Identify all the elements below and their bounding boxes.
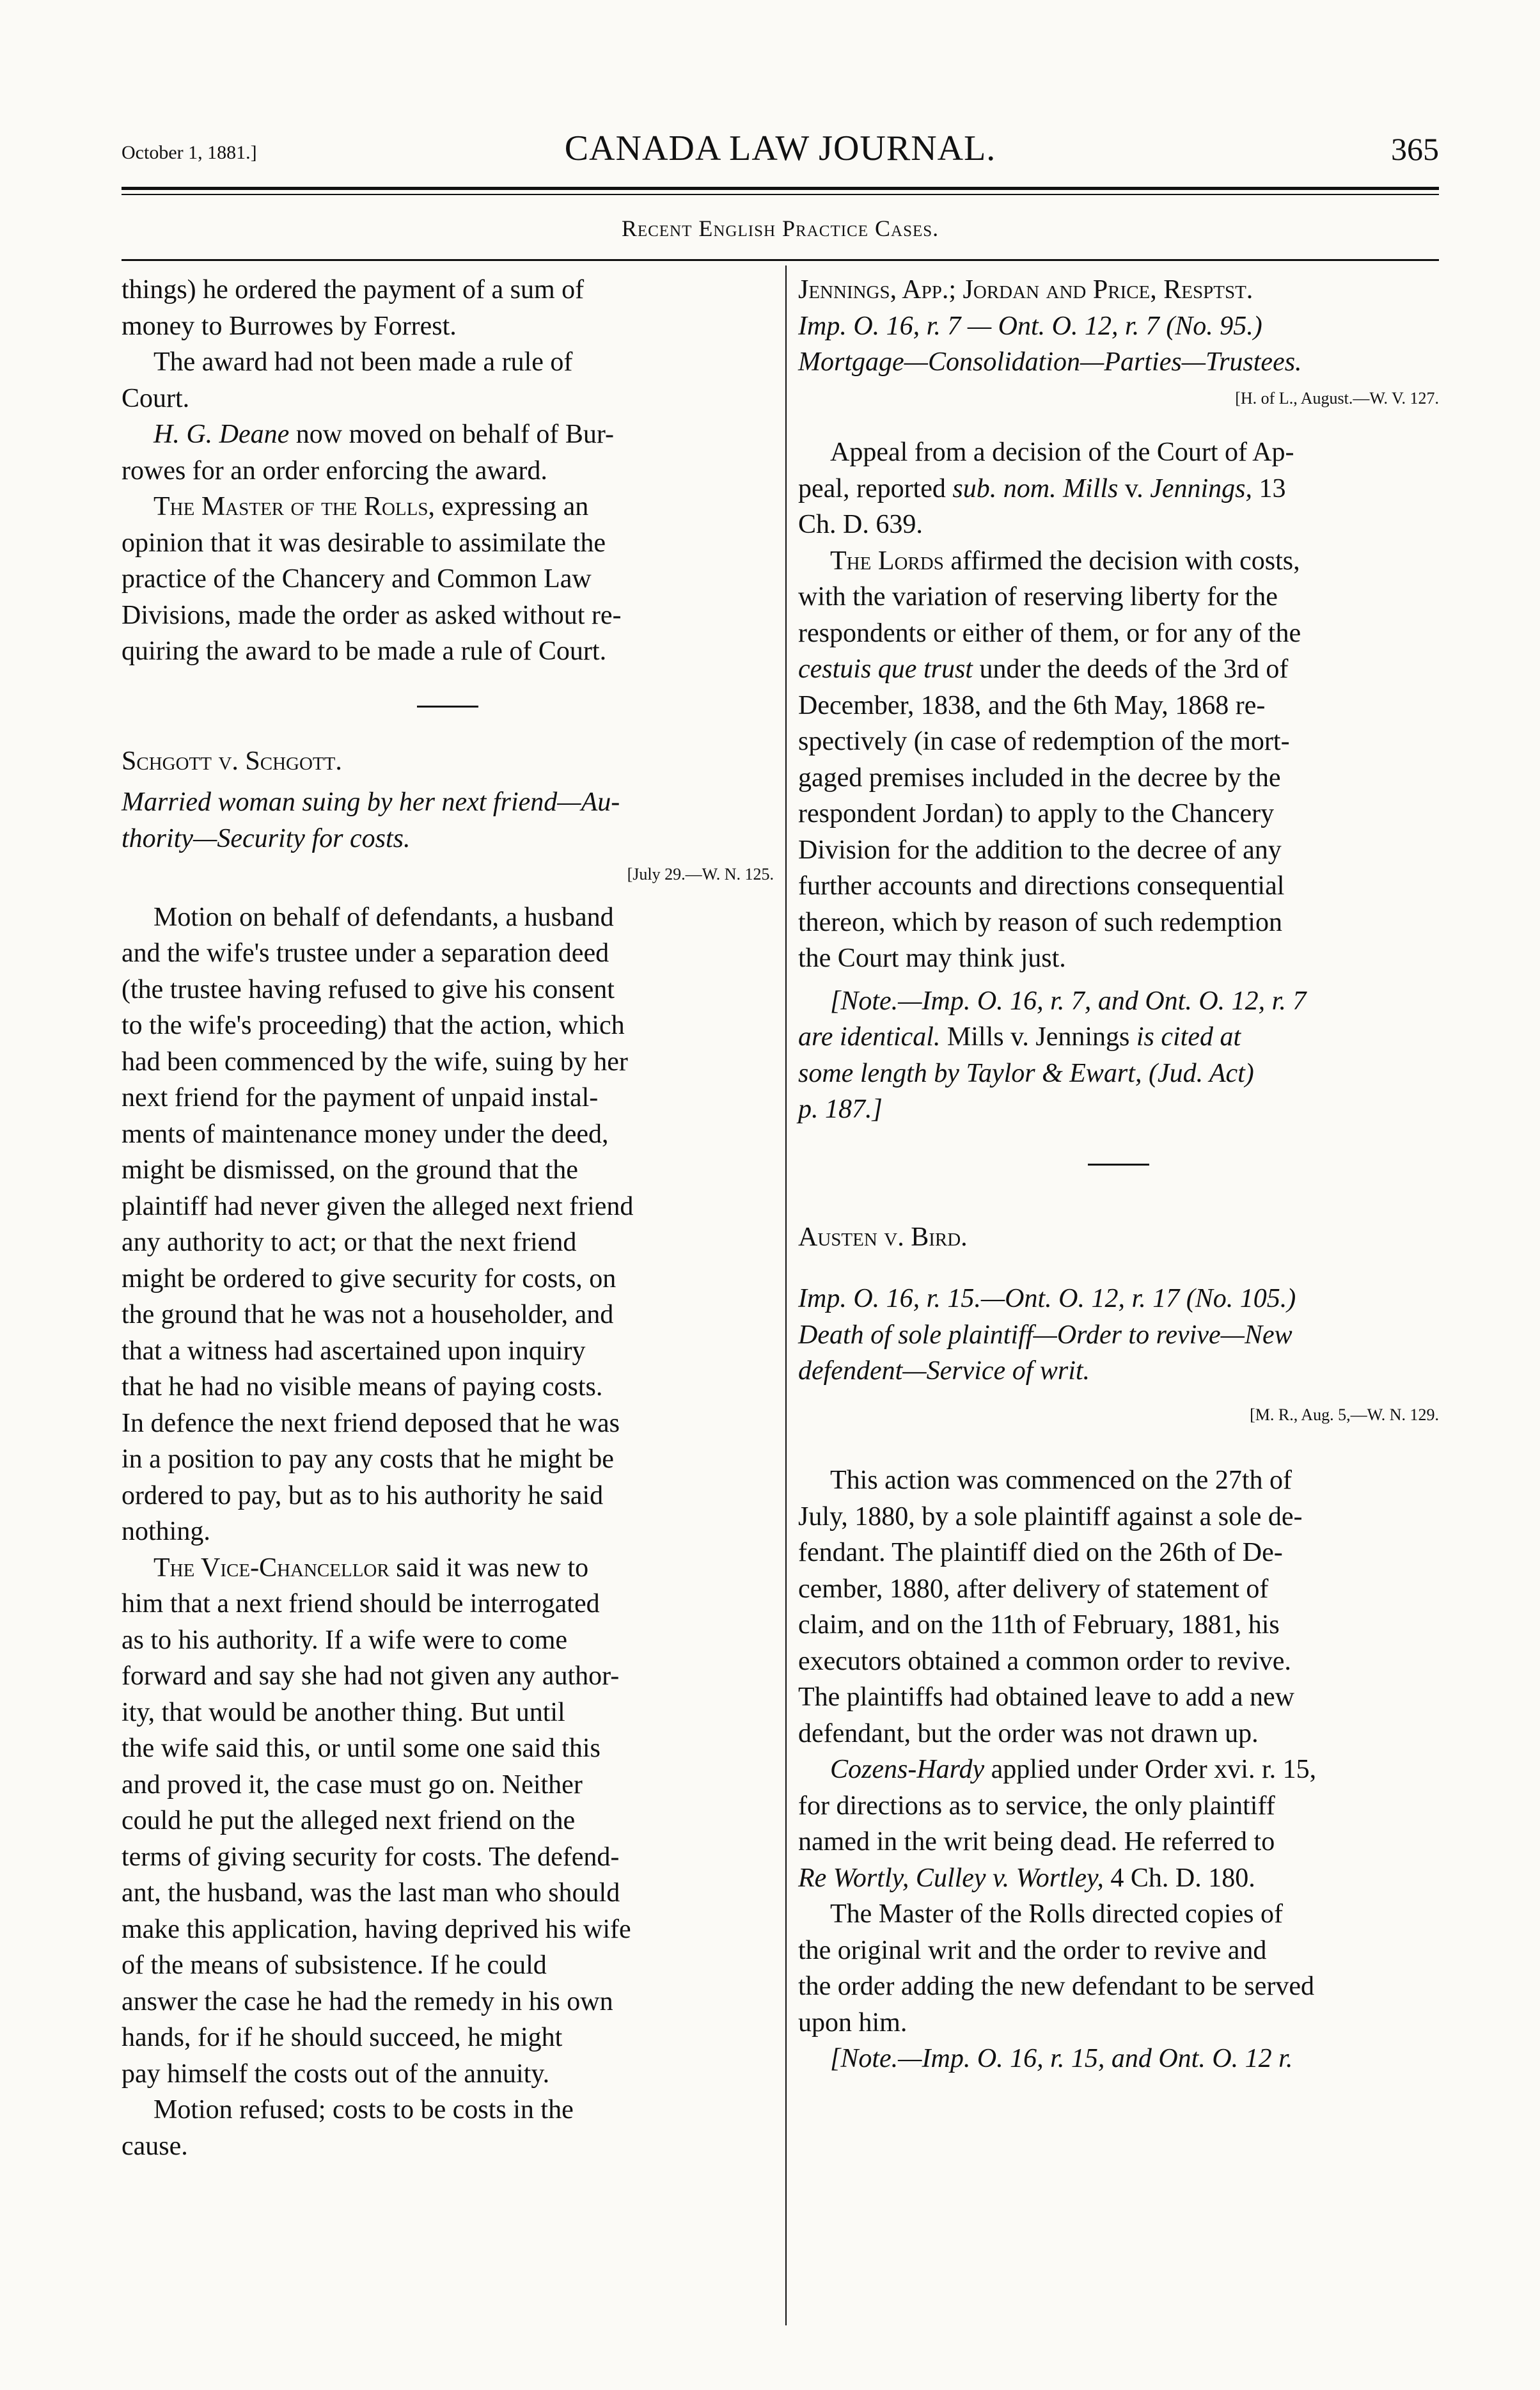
text-line: respondents or either of them, or for any of the (798, 618, 1301, 648)
text-line: make this application, having deprived his wife (122, 1914, 631, 1944)
header-rule (122, 187, 1439, 190)
text-line: pay himself the costs out of the annuity. (122, 2059, 550, 2089)
text-line: in a position to pay any costs that he might be (122, 1444, 614, 1474)
page-number: 365 (1391, 131, 1439, 167)
note-line: p. 187.] (798, 1095, 883, 1124)
text-line: The Lords affirmed the decision with costs, (830, 546, 1300, 576)
case-citation: [H. of L., August.—W. V. 127. (1235, 388, 1439, 408)
text-line: cestuis que trust under the deeds of the 3rd of (798, 654, 1289, 684)
judge-name: The Vice-Chancellor (153, 1553, 389, 1583)
text-line: the Court may think just. (798, 944, 1066, 973)
column-divider (785, 265, 787, 2325)
case-citation: [July 29.—W. N. 125. (627, 865, 774, 883)
text-line: practice of the Chancery and Common Law (122, 564, 592, 594)
counsel-name: H. G. Deane (153, 420, 290, 449)
text-line: claim, and on the 11th of February, 1881, his (798, 1610, 1280, 1640)
text-line: quiring the award to be made a rule of Court. (122, 637, 607, 666)
text-line: peal, reported sub. nom. Mills v. Jennings, 13 (798, 473, 1286, 503)
headnote: Death of sole plaintiff—Order to revive—New (798, 1320, 1292, 1350)
text-line: of the means of subsistence. If he could (122, 1951, 547, 1980)
text-line: further accounts and directions consequential (798, 871, 1285, 901)
text-line: December, 1838, and the 6th May, 1868 re- (798, 690, 1266, 720)
text-line: respondent Jordan) to apply to the Chancery (798, 799, 1275, 828)
text-line: fendant. The plaintiff died on the 26th of De- (798, 1538, 1283, 1567)
headnote: Mortgage—Consolidation—Parties—Trustees. (798, 347, 1302, 377)
text-line: named in the writ being dead. He referred to (798, 1827, 1275, 1856)
text-line: the original writ and the order to revive and (798, 1935, 1267, 1965)
text-line: This action was commenced on the 27th of (830, 1466, 1292, 1495)
text-line: for directions as to service, the only plaintiff (798, 1791, 1275, 1821)
text-line: Motion refused; costs to be costs in the (153, 2095, 574, 2125)
text-line: to the wife's proceeding) that the action, which (122, 1011, 625, 1040)
text-line: with the variation of reserving liberty for the (798, 582, 1278, 612)
text-line: Divisions, made the order as asked without re- (122, 600, 622, 630)
judge-name: The Lords (830, 546, 944, 576)
section-rule (122, 259, 1439, 261)
text-line: Division for the addition to the decree of any (798, 835, 1282, 865)
text-line: any authority to act; or that the next friend (122, 1228, 577, 1257)
note-line: [Note.—Imp. O. 16, r. 7, and Ont. O. 12, r. 7 (830, 986, 1307, 1016)
text-line: terms of giving security for costs. The defend- (122, 1842, 620, 1872)
text-line: the wife said this, or until some one said this (122, 1734, 601, 1763)
text-line: the ground that he was not a householder, and (122, 1300, 614, 1329)
text-line: upon him. (798, 2007, 908, 2038)
note-line: [Note.—Imp. O. 16, r. 15, and Ont. O. 12 r. (830, 2044, 1293, 2073)
text-line: Appeal from a decision of the Court of Ap- (830, 438, 1294, 467)
text-line: opinion that it was desirable to assimilate the (122, 528, 606, 558)
text-line: that he had no visible means of paying costs. (122, 1372, 603, 1402)
text-line: gaged premises included in the decree by the (798, 763, 1281, 793)
text-line: Court. (122, 383, 190, 413)
headnote: Imp. O. 16, r. 15.—Ont. O. 12, r. 17 (No. 105.) (798, 1284, 1296, 1313)
text-line: H. G. Deane now moved on behalf of Bur- (153, 420, 614, 449)
text-line: Ch. D. 639. (798, 510, 923, 539)
text-line: executors obtained a common order to revive. (798, 1646, 1291, 1676)
text-line: that a witness had ascertained upon inquiry (122, 1336, 586, 1366)
headnote: defendent—Service of writ. (798, 1356, 1090, 1386)
text-line: The Vice-Chancellor said it was new to (153, 1553, 589, 1583)
text-line: ordered to pay, but as to his authority he said (122, 1480, 604, 1510)
text-line: The award had not been made a rule of (153, 347, 573, 377)
headnote: thority—Security for costs. (122, 823, 411, 853)
text-line: hands, for if he should succeed, he might (122, 2023, 563, 2052)
text-line: The plaintiffs had obtained leave to add a new (798, 1682, 1294, 1712)
case-title: Austen v. Bird. (798, 1222, 968, 1252)
text-line: Cozens-Hardy applied under Order xvi. r. 15, (830, 1755, 1317, 1784)
text-line: cause. (122, 2131, 188, 2161)
text-line: could he put the alleged next friend on the (122, 1806, 576, 1835)
text-line: The Master of the Rolls directed copies of (830, 1899, 1283, 1929)
text-line: money to Burrowes by Forrest. (122, 311, 457, 341)
text-line: rowes for an order enforcing the award. (122, 455, 547, 486)
text-line: and proved it, the case must go on. Neither (122, 1769, 583, 1800)
text-line: In defence the next friend deposed that he was (122, 1408, 620, 1438)
text-line: next friend for the payment of unpaid instal- (122, 1083, 599, 1112)
text-line: The Master of the Rolls, expressing an (153, 492, 589, 521)
header-rule-thin (122, 194, 1439, 195)
text-line: nothing. (122, 1517, 210, 1546)
text-line: had been commenced by the wife, suing by her (122, 1047, 628, 1077)
section-heading: Recent English Practice Cases. (621, 216, 939, 241)
text-line: ant, the husband, was the last man who should (122, 1878, 620, 1908)
right-column (798, 272, 1439, 2077)
text-line: spectively (in case of redemption of the mort- (798, 727, 1290, 756)
text-line: might be ordered to give security for costs, on (122, 1263, 617, 1294)
text-line: Motion on behalf of defendants, a husband (153, 902, 614, 932)
text-line: him that a next friend should be interrogated (122, 1589, 600, 1618)
text-line: ity, that would be another thing. But until (122, 1697, 565, 1727)
text-line: forward and say she had not given any author- (122, 1661, 620, 1691)
counsel-name: Cozens-Hardy (830, 1755, 985, 1784)
text-line: as to his authority. If a wife were to come (122, 1625, 568, 1655)
headnote: Married woman suing by her next friend—Au- (122, 787, 620, 817)
text-line: defendant, but the order was not drawn up. (798, 1718, 1259, 1748)
text-line: and the wife's trustee under a separation deed (122, 938, 609, 968)
text-line: things) he ordered the payment of a sum of (122, 275, 585, 305)
running-header (122, 128, 1439, 179)
text-line: the order adding the new defendant to be served (798, 1972, 1315, 2001)
text-line: might be dismissed, on the ground that the (122, 1155, 578, 1185)
journal-title: CANADA LAW JOURNAL. (564, 129, 996, 168)
text-line: plaintiff had never given the alleged next friend (122, 1191, 634, 1221)
text-line: ments of maintenance money under the deed, (122, 1119, 609, 1149)
issue-date: October 1, 1881.] (122, 142, 257, 163)
text-line: answer the case he had the remedy in his own (122, 1986, 613, 2016)
judge-name: The Master of the Rolls (153, 492, 428, 521)
case-title: Schgott v. Schgott. (122, 746, 342, 776)
headnote: Imp. O. 16, r. 7 — Ont. O. 12, r. 7 (No. 95.) (798, 311, 1262, 341)
note-line: some length by Taylor & Ewart, (Jud. Act) (798, 1058, 1254, 1088)
text-line: (the trustee having refused to give his consent (122, 974, 615, 1004)
case-citation: [M. R., Aug. 5,—W. N. 129. (1250, 1405, 1439, 1424)
case-title: Jennings, App.; Jordan and Price, Resptst. (798, 275, 1253, 305)
text-line: thereon, which by reason of such redemption (798, 907, 1282, 937)
note-line: are identical. Mills v. Jennings is cited at (798, 1022, 1241, 1052)
text-line: Re Wortly, Culley v. Wortley, 4 Ch. D. 180. (798, 1863, 1255, 1893)
text-line: cember, 1880, after delivery of statement of (798, 1574, 1269, 1604)
text-line: July, 1880, by a sole plaintiff against a sole de- (798, 1501, 1303, 1531)
left-column (122, 272, 774, 2164)
